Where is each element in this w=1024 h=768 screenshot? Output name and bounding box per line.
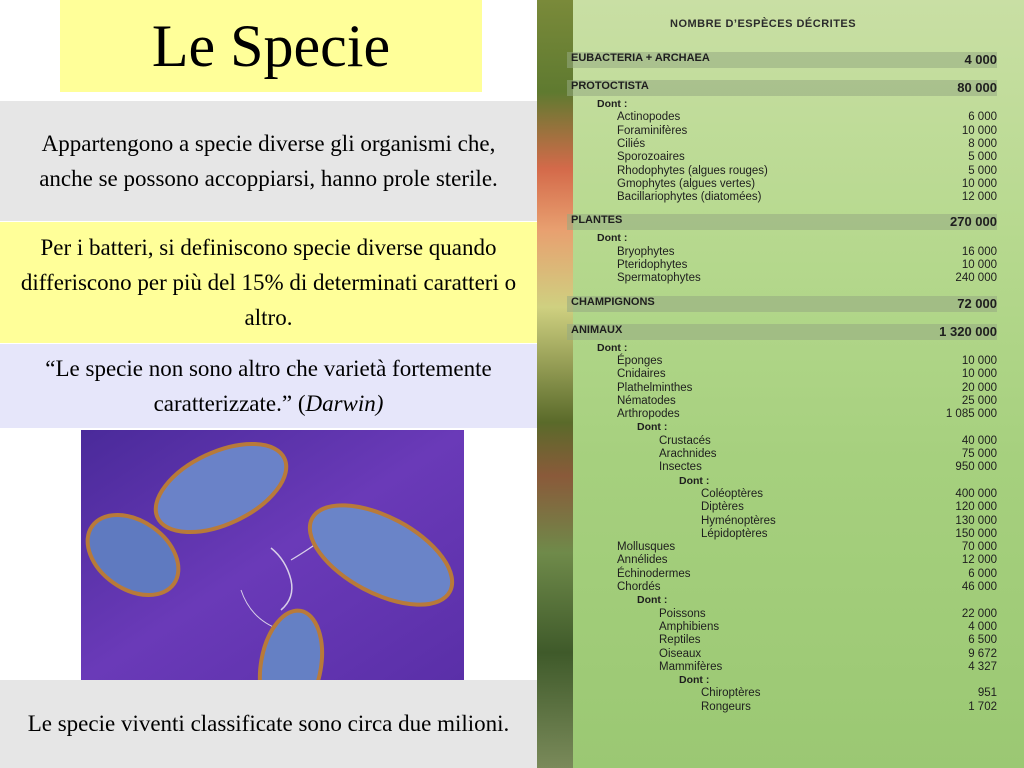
species-count: 10 000 xyxy=(961,177,997,190)
dont-label: Dont : xyxy=(679,474,710,487)
dont-label: Dont : xyxy=(597,232,628,245)
species-name: Pteridophytes xyxy=(617,259,688,271)
darwin-quote xyxy=(14,351,523,421)
species-row xyxy=(567,621,997,635)
species-count: 70 000 xyxy=(961,541,997,554)
dont-label-row xyxy=(567,98,997,112)
species-name: PLANTES xyxy=(571,214,623,227)
species-name: Arachnides xyxy=(659,448,717,460)
species-name: Arthropodes xyxy=(617,408,680,421)
species-row xyxy=(567,259,997,273)
species-count: 9 672 xyxy=(968,647,997,660)
species-row xyxy=(567,395,997,409)
species-row xyxy=(567,151,997,165)
species-row xyxy=(567,541,997,555)
species-row xyxy=(567,125,997,139)
species-name: Diptères xyxy=(701,501,744,514)
quote-text: “Le specie non sono altro che varietà fortemente caratterizzate.” ( xyxy=(45,356,492,416)
species-name: Chiroptères xyxy=(701,687,761,700)
species-name: Oiseaux xyxy=(659,647,702,660)
species-name: Annélides xyxy=(617,554,668,567)
species-name: Cnidaires xyxy=(617,368,666,381)
species-count: 10 000 xyxy=(961,259,997,271)
species-count: 10 000 xyxy=(961,124,997,137)
species-row xyxy=(567,138,997,152)
species-row xyxy=(567,178,997,192)
darwin-quote-box xyxy=(0,344,537,428)
species-name: Plathelminthes xyxy=(617,381,693,394)
dont-label-row xyxy=(567,594,997,608)
species-name: Actinopodes xyxy=(617,111,681,124)
species-count: 80 000 xyxy=(957,80,997,95)
species-row xyxy=(567,581,997,595)
species-name: Crustacés xyxy=(659,434,711,447)
species-count: 4 000 xyxy=(964,52,997,67)
species-count: 25 000 xyxy=(961,394,997,407)
species-count: 72 000 xyxy=(957,295,997,311)
species-count: 5 000 xyxy=(968,151,997,164)
species-count: 951 xyxy=(977,687,997,700)
species-row xyxy=(567,648,997,662)
species-count: 12 000 xyxy=(961,554,997,567)
species-row xyxy=(567,111,997,125)
category-row xyxy=(567,80,997,96)
species-name: Foraminifères xyxy=(617,124,688,137)
dont-label-row xyxy=(567,342,997,356)
species-name: Hyménoptères xyxy=(701,514,776,527)
species-count: 20 000 xyxy=(961,381,997,394)
species-count: 10 000 xyxy=(961,368,997,381)
species-count: 4 327 xyxy=(968,660,997,673)
species-count: 12 000 xyxy=(961,191,997,204)
dont-label-row xyxy=(567,421,997,435)
bacteria-definition-text: Per i batteri, si definiscono specie diverse quando differiscono per più del 15% di determinati caratteri o altro. xyxy=(20,235,517,330)
species-count: 6 500 xyxy=(968,634,997,647)
dont-label: Dont : xyxy=(597,341,628,354)
species-count: 120 000 xyxy=(955,501,997,514)
species-name: Nématodes xyxy=(617,394,676,407)
species-name: Échinodermes xyxy=(617,567,691,580)
species-count: 950 000 xyxy=(955,461,997,474)
bacteria-definition-box xyxy=(0,222,537,343)
species-count: 130 000 xyxy=(955,514,997,527)
species-row xyxy=(567,661,997,675)
species-row xyxy=(567,408,997,422)
species-count: 6 000 xyxy=(968,111,997,124)
species-row xyxy=(567,191,997,205)
species-name: EUBACTERIA + ARCHAEA xyxy=(571,52,710,64)
species-row xyxy=(567,687,997,701)
category-row xyxy=(567,52,997,68)
category-row xyxy=(567,296,997,312)
species-name: Ciliés xyxy=(617,137,646,150)
species-row xyxy=(567,272,997,286)
species-name: Spermatophytes xyxy=(617,272,701,285)
species-row xyxy=(567,368,997,382)
species-count: 10 000 xyxy=(961,354,997,367)
species-row xyxy=(567,382,997,396)
dont-label-row xyxy=(567,232,997,246)
species-row xyxy=(567,568,997,582)
species-count: 46 000 xyxy=(961,581,997,593)
species-count: 5 000 xyxy=(968,164,997,177)
species-row xyxy=(567,554,997,568)
species-name: Reptiles xyxy=(659,634,701,647)
species-count: 22 000 xyxy=(961,607,997,620)
species-table-image xyxy=(537,0,1024,768)
species-count: 8 000 xyxy=(968,137,997,150)
species-count: 1 702 xyxy=(968,700,997,713)
species-count: 4 000 xyxy=(968,620,997,633)
species-row xyxy=(567,448,997,462)
species-name: Poissons xyxy=(659,607,706,620)
species-count: 150 000 xyxy=(955,527,997,540)
quote-author: Darwin) xyxy=(305,391,384,416)
species-count: 1 320 000 xyxy=(939,323,997,339)
species-row xyxy=(567,501,997,515)
caption-text: Le specie viventi classificate sono circa due milioni. xyxy=(27,711,510,736)
dont-label: Dont : xyxy=(637,594,668,607)
category-row xyxy=(567,324,997,340)
species-name: Mollusques xyxy=(617,541,676,554)
species-name: Chordés xyxy=(617,581,661,593)
species-name: ANIMAUX xyxy=(571,323,623,336)
dont-label-row xyxy=(567,475,997,489)
species-row xyxy=(567,355,997,369)
species-row xyxy=(567,461,997,475)
slide-title: Le Specie xyxy=(151,12,391,79)
species-row xyxy=(567,701,997,715)
species-count: 75 000 xyxy=(961,448,997,460)
title-box xyxy=(60,0,482,92)
dont-label-row xyxy=(567,674,997,688)
species-count: 400 000 xyxy=(955,487,997,500)
species-name: Mammifères xyxy=(659,660,723,673)
species-count: 6 000 xyxy=(968,567,997,580)
species-count: 270 000 xyxy=(950,214,997,230)
species-count: 240 000 xyxy=(955,272,997,285)
definition-text: Appartengono a specie diverse gli organismi che, anche se possono accoppiarsi, hanno prole sterile. xyxy=(39,131,498,191)
species-row xyxy=(567,515,997,529)
species-name: Rongeurs xyxy=(701,700,751,713)
species-row xyxy=(567,165,997,179)
species-row xyxy=(567,246,997,260)
species-name: Lépidoptères xyxy=(701,527,768,540)
species-name: Bryophytes xyxy=(617,245,675,258)
dont-label: Dont : xyxy=(597,98,628,110)
dont-label: Dont : xyxy=(679,674,710,687)
species-name: Rhodophytes (algues rouges) xyxy=(617,164,768,177)
species-count: 16 000 xyxy=(961,245,997,258)
species-count: 40 000 xyxy=(961,434,997,447)
species-name: CHAMPIGNONS xyxy=(571,295,655,308)
caption-box xyxy=(0,680,537,768)
species-row xyxy=(567,634,997,648)
table-header: NOMBRE D’ESPÈCES DÉCRITES xyxy=(670,18,857,30)
species-count: 1 085 000 xyxy=(945,408,997,421)
species-name: Éponges xyxy=(617,354,663,367)
species-name: Coléoptères xyxy=(701,487,764,500)
category-row xyxy=(567,214,997,230)
species-row xyxy=(567,488,997,502)
species-name: PROTOCTISTA xyxy=(571,80,649,92)
species-row xyxy=(567,435,997,449)
species-name: Insectes xyxy=(659,461,702,474)
species-row xyxy=(567,528,997,542)
bacteria-image xyxy=(81,430,464,680)
definition-box xyxy=(0,101,537,221)
species-name: Bacillariophytes (diatomées) xyxy=(617,191,762,204)
dont-label: Dont : xyxy=(637,421,668,434)
species-name: Gmophytes (algues vertes) xyxy=(617,177,756,190)
species-name: Sporozoaires xyxy=(617,151,685,164)
species-row xyxy=(567,608,997,622)
species-name: Amphibiens xyxy=(659,620,720,633)
